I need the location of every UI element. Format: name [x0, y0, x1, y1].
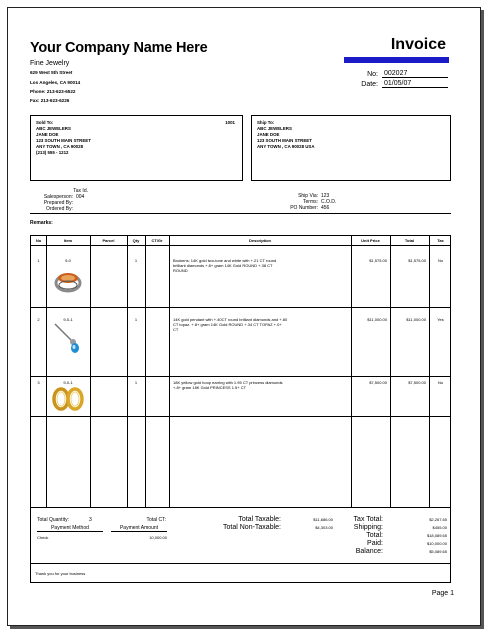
payment-method-value: Check	[37, 535, 49, 540]
payment-amount-label: Payment Amount	[111, 525, 167, 532]
total-quantity-label: Total Quantity:	[37, 517, 69, 523]
row-unit-price: $1,575.00	[369, 258, 387, 263]
ship-via-label: Ship Via:	[298, 193, 318, 199]
shipping-value: $455.00	[432, 525, 447, 530]
terms-label: Terms:	[303, 199, 318, 205]
paid-value: $10,000.00	[426, 541, 447, 546]
description-line: brilliant diamonds +.8+ gram 14K Gold ROUND +.38 CT	[173, 263, 273, 268]
tax-total-label: Tax Total:	[353, 516, 383, 523]
description-line: CT topaz. +.8+ gram 14K Gold ROUND +.34 CT TOPAZ +.0+	[173, 322, 282, 327]
description-line: +.8+ gram 18K Gold PRINCESS 1.5+ CT	[173, 385, 247, 390]
balance-label: Balance:	[355, 548, 383, 555]
header-parcel: Parcel	[102, 238, 115, 243]
invoice-title: Invoice	[390, 36, 446, 53]
row-item: 9-0	[65, 258, 71, 263]
sold-to-line: JANE DOE	[36, 132, 59, 137]
row-divider	[31, 376, 450, 377]
row-tax: No	[437, 258, 444, 263]
header-unit-price: Unit Price	[361, 238, 380, 243]
row-tax: No	[437, 380, 444, 385]
row-total: $7,500.00	[408, 380, 426, 385]
payment-method-label: Payment Method	[37, 525, 103, 532]
company-address-line: Los Angeles, CA 90014	[30, 80, 81, 85]
payment-amount-value: 10,000.00	[149, 535, 167, 540]
row-divider	[31, 307, 450, 308]
sold-to-line: ABC JEWELERS	[36, 126, 71, 131]
invoice-page	[7, 7, 481, 626]
header-ctgr: CT/Gr	[151, 238, 163, 243]
column-divider	[429, 236, 430, 507]
tax-id-label: Tax Id.	[73, 188, 88, 194]
sold-to-label: Sold To:	[36, 120, 54, 125]
row-total: $11,000.00	[406, 317, 426, 322]
sold-to-code: 1001	[225, 120, 235, 125]
header-item: Item	[63, 238, 73, 243]
sold-to-box	[30, 115, 243, 181]
row-qty: 1	[134, 380, 138, 385]
row-tax: Yes	[437, 317, 444, 322]
header-tax: Tax	[437, 238, 444, 243]
salesperson-label: Salesperson:	[43, 194, 73, 200]
description-line: CT	[173, 327, 179, 332]
company-subtitle: Fine Jewelry	[30, 60, 70, 67]
row-divider	[31, 416, 450, 417]
totals-box	[30, 508, 451, 564]
total-value: $18,089.65	[426, 533, 447, 538]
total-nontaxable-label: Total Non-Taxable:	[223, 524, 281, 531]
pendant-blue-icon	[51, 322, 85, 356]
paid-label: Paid:	[367, 540, 383, 547]
total-taxable-value: $11,686.00	[313, 517, 333, 522]
total-label: Total:	[366, 532, 383, 539]
thanks-message: Thank you for your business	[35, 571, 86, 576]
row-total: $1,575.00	[408, 258, 426, 263]
ring-orange-icon	[53, 268, 83, 294]
shipping-label: Shipping:	[353, 524, 383, 531]
items-table	[30, 235, 451, 508]
invoice-accent-bar	[344, 57, 449, 63]
description-line: ROUND	[173, 268, 188, 273]
column-divider	[351, 236, 352, 507]
row-unit-price: $7,500.00	[369, 380, 387, 385]
column-divider	[90, 236, 91, 507]
description-line: 18K yellow gold hoop earring with 1.95 CT princess diamonds	[173, 380, 283, 385]
ordered-by-label: Ordered By:	[46, 206, 73, 212]
hoop-earrings-icon	[51, 386, 85, 412]
ship-to-line: JANE DOE	[257, 132, 280, 137]
description-line: Bookens: 14K gold two-tone and white with +.21 CT round	[173, 258, 277, 263]
description-line: 14K gold pendant with +.40CT round brilliant diamonds and +.80	[173, 317, 288, 322]
row-description	[173, 258, 349, 273]
invoice-date-value: 01/05/07	[382, 80, 448, 88]
column-divider	[390, 236, 391, 507]
row-no: 3	[37, 380, 40, 385]
column-divider	[169, 236, 170, 507]
column-divider	[145, 236, 146, 507]
ship-to-line: ANY TOWN , CA 90028 USA	[257, 144, 315, 149]
total-nontaxable-value: $4,303.00	[315, 525, 333, 530]
row-description	[173, 317, 349, 332]
invoice-no-value: 002027	[382, 70, 448, 78]
row-item: 9-0-1	[63, 317, 73, 322]
total-taxable-label: Total Taxable:	[238, 516, 281, 523]
remarks-label: Remarks:	[30, 220, 53, 226]
row-unit-price: $11,000.00	[367, 317, 387, 322]
company-name: Your Company Name Here	[30, 40, 208, 56]
ship-to-box	[251, 115, 451, 181]
ship-to-line: 123 SOUTH MAIN STREET	[257, 138, 312, 143]
row-item: 9-0-1	[63, 380, 73, 385]
sold-to-line: 123 SOUTH MAIN STREET	[36, 138, 91, 143]
company-address-line: 629 West 5th Street	[30, 70, 73, 75]
column-divider	[127, 236, 128, 507]
page-number: Page 1	[431, 590, 454, 597]
row-no: 2	[37, 317, 40, 322]
salesperson-value: 004	[76, 194, 85, 200]
invoice-no-label: No:	[367, 71, 378, 78]
invoice-date-label: Date:	[361, 81, 378, 88]
company-phone: Phone: 213-623-6522	[30, 89, 76, 94]
column-divider	[46, 236, 47, 507]
ship-via-value: 123	[321, 193, 330, 199]
header-qty: Qty	[132, 238, 140, 243]
balance-value: $5,089.65	[429, 549, 447, 554]
tax-total-value: $2,267.65	[429, 517, 447, 522]
sold-to-line: (213) 555 - 1212	[36, 150, 69, 155]
header-description: Description	[248, 238, 271, 243]
company-fax: Fax: 213-623-6226	[30, 98, 70, 103]
terms-value: C.O.D.	[321, 199, 337, 205]
ship-to-label: Ship To:	[257, 120, 275, 125]
header-no: No	[35, 238, 42, 243]
total-ct-label: Total CT:	[146, 517, 166, 523]
footer-box	[30, 564, 451, 583]
prepared-by-label: Prepared By:	[43, 200, 73, 206]
row-qty: 1	[134, 317, 138, 322]
total-quantity-value: 3	[89, 517, 92, 523]
header-total: Total	[404, 238, 415, 243]
po-number-label: PO Number:	[290, 205, 318, 211]
table-header-divider	[31, 245, 450, 246]
info-divider	[30, 213, 451, 214]
ship-to-line: ABC JEWELERS	[257, 126, 292, 131]
row-no: 1	[37, 258, 40, 263]
row-description	[173, 380, 349, 390]
po-number-value: 456	[321, 205, 330, 211]
row-qty: 1	[134, 258, 138, 263]
sold-to-line: ANY TOWN , CA 90028	[36, 144, 84, 149]
